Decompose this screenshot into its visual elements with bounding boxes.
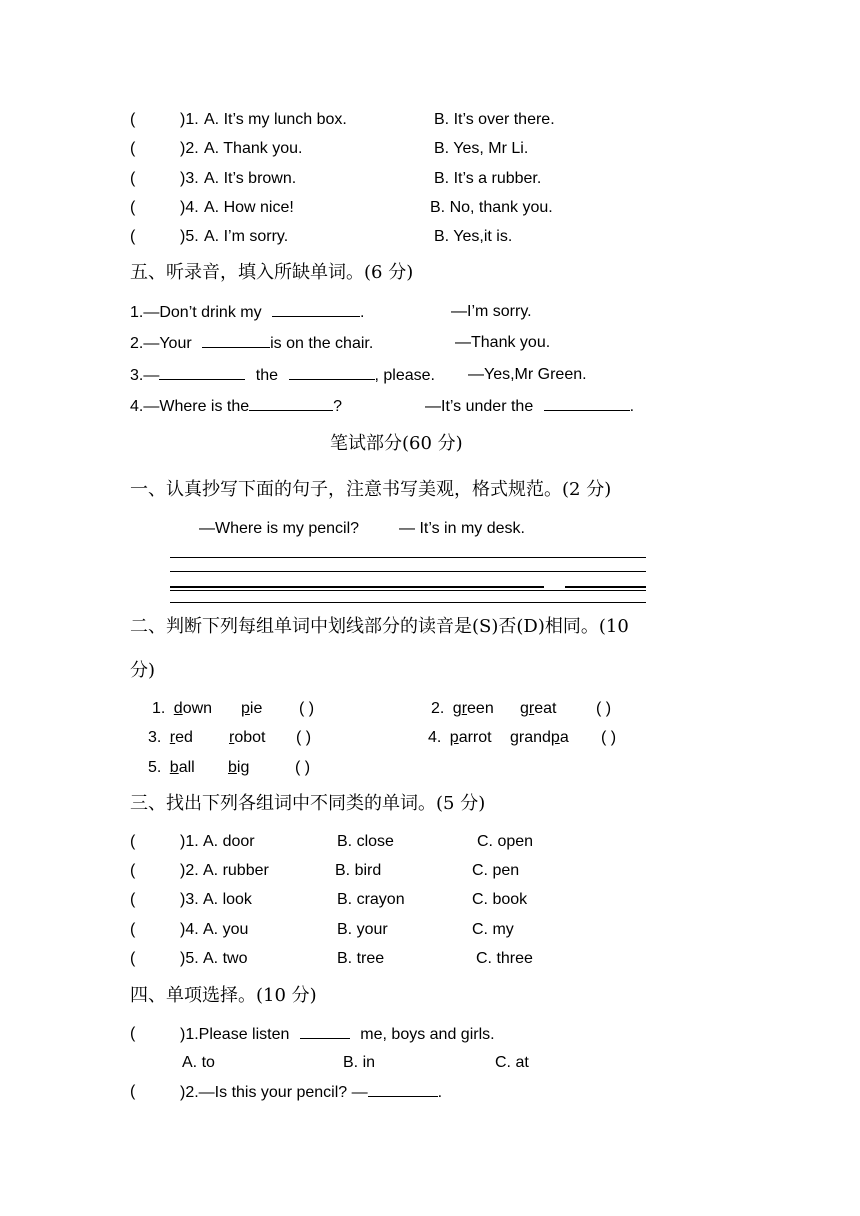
option-c: C. my — [472, 921, 514, 938]
copy-sentence-answer: — It’s in my desk. — [399, 520, 525, 537]
question-number: )5. — [180, 228, 199, 245]
phonics-item-4 — [428, 728, 492, 748]
option-b: B. It’s over there. — [434, 111, 555, 128]
section-1-title: 一、认真抄写下面的句子，注意书写美观，格式规范。(2 分) — [130, 479, 612, 500]
word: green — [452, 700, 494, 717]
reply-text: —Thank you. — [455, 334, 551, 351]
word: great — [520, 700, 557, 717]
writing-line — [170, 571, 646, 572]
answer-paren: ( — [130, 891, 136, 908]
word: robot — [229, 729, 266, 746]
section-5-title: 五、听录音，填入所缺单词。(6 分) — [130, 262, 414, 283]
option-b: B. your — [337, 921, 388, 938]
question-text: me, boys and girls. — [360, 1026, 495, 1043]
word: red — [169, 729, 193, 746]
option-a: A. two — [203, 950, 248, 967]
word: pie — [241, 700, 263, 717]
choice-question-2 — [180, 1082, 442, 1103]
writing-line — [170, 590, 646, 591]
word: down — [173, 700, 213, 717]
question-text: . — [360, 304, 365, 321]
option-a: A. rubber — [203, 862, 269, 879]
option-b: B. bird — [335, 862, 382, 879]
option-b: B. No, thank you. — [430, 199, 553, 216]
option-c: C. book — [472, 891, 528, 908]
option-a: A. you — [203, 921, 249, 938]
reply-text: —I’m sorry. — [451, 303, 532, 320]
copy-sentence-question: —Where is my pencil? — [199, 520, 360, 537]
answer-paren: ( — [130, 140, 136, 157]
reply-text: . — [629, 398, 635, 415]
question-text: 4.—Where is the — [130, 398, 250, 415]
section-3-title: 三、找出下列各组词中不同类的单词。(5 分) — [130, 793, 486, 814]
answer-blank[interactable] — [300, 1024, 350, 1039]
answer-paren: ( — [130, 833, 136, 850]
question-number: )1. — [180, 833, 199, 850]
answer-paren: ( — [130, 1025, 136, 1042]
answer-paren: ( — [130, 228, 136, 245]
question-text: the — [255, 367, 279, 384]
question-number: )1. — [180, 111, 199, 128]
choice-question-1 — [180, 1024, 495, 1045]
answer-paren: ( — [130, 921, 136, 938]
question-text: . — [437, 1084, 443, 1101]
question-text: ? — [333, 398, 343, 415]
item-number: 3. — [148, 729, 162, 746]
answer-paren: ( — [130, 170, 136, 187]
fill-question-2 — [130, 333, 373, 354]
option-c: C. open — [477, 833, 534, 850]
writing-line — [170, 602, 646, 603]
answer-blank[interactable] — [249, 396, 333, 411]
answer-blank[interactable] — [368, 1082, 438, 1097]
answer-paren: ( — [130, 862, 136, 879]
word: parrot — [449, 729, 492, 746]
question-text: 3.— — [130, 367, 160, 384]
answer-blank[interactable] — [544, 396, 630, 411]
fill-question-4 — [130, 396, 342, 417]
question-number: )3. — [180, 170, 199, 187]
fill-question-3 — [130, 365, 435, 386]
question-text: )1.Please listen — [180, 1026, 290, 1043]
answer-paren[interactable]: ( ) — [299, 700, 315, 717]
option-a: A. to — [182, 1054, 215, 1071]
item-number: 5. — [148, 759, 162, 776]
word: big — [228, 759, 250, 776]
answer-paren[interactable]: ( ) — [295, 759, 311, 776]
answer-paren[interactable]: ( ) — [596, 700, 612, 717]
reply-text — [425, 396, 634, 417]
item-number: 4. — [428, 729, 442, 746]
option-c: C. three — [476, 950, 533, 967]
section-4-title: 四、单项选择。(10 分) — [130, 985, 317, 1006]
option-a: A. Thank you. — [204, 140, 303, 157]
fill-question-1 — [130, 302, 365, 323]
answer-blank[interactable] — [272, 302, 360, 317]
section-2-title-cont: 分) — [130, 660, 156, 681]
reply-text: —Yes,Mr Green. — [468, 366, 587, 383]
writing-line — [170, 586, 544, 588]
answer-paren: ( — [130, 1083, 136, 1100]
option-b: B. Yes, Mr Li. — [434, 140, 529, 157]
option-a: A. It’s brown. — [204, 170, 297, 187]
question-text: 2.—Your — [130, 335, 192, 352]
phonics-item-2 — [431, 699, 494, 719]
phonics-item-1 — [152, 699, 212, 719]
option-a: A. I’m sorry. — [204, 228, 289, 245]
option-b: B. tree — [337, 950, 385, 967]
question-text: 1.—Don’t drink my — [130, 304, 262, 321]
phonics-item-5 — [148, 758, 195, 778]
section-2-title: 二、判断下列每组单词中划线部分的读音是(S)否(D)相同。(10 — [130, 616, 629, 637]
answer-paren: ( — [130, 199, 136, 216]
answer-paren: ( — [130, 950, 136, 967]
answer-blank[interactable] — [289, 365, 375, 380]
question-number: )3. — [180, 891, 199, 908]
option-a: A. It’s my lunch box. — [204, 111, 347, 128]
option-b: B. Yes,it is. — [434, 228, 513, 245]
option-b: B. in — [343, 1054, 376, 1071]
item-number: 1. — [152, 700, 166, 717]
option-b: B. close — [337, 833, 394, 850]
word: ball — [169, 759, 195, 776]
written-part-title: 笔试部分(60 分) — [330, 433, 463, 454]
question-text: )2.—Is this your pencil? — — [180, 1084, 368, 1101]
question-number: )4. — [180, 199, 199, 216]
writing-line — [565, 586, 646, 588]
writing-line — [170, 557, 646, 558]
question-number: )2. — [180, 140, 199, 157]
question-number: )4. — [180, 921, 199, 938]
answer-paren[interactable]: ( ) — [601, 729, 617, 746]
option-c: C. at — [495, 1054, 529, 1071]
answer-blank[interactable] — [202, 333, 270, 348]
word: grandpa — [510, 729, 569, 746]
option-c: C. pen — [472, 862, 520, 879]
option-a: A. look — [203, 891, 252, 908]
option-b: B. crayon — [337, 891, 405, 908]
question-number: )2. — [180, 862, 199, 879]
question-text: is on the chair. — [270, 335, 374, 352]
question-text: , please. — [374, 367, 435, 384]
item-number: 2. — [431, 700, 445, 717]
phonics-item-3 — [148, 728, 193, 748]
answer-blank[interactable] — [159, 365, 245, 380]
question-number: )5. — [180, 950, 199, 967]
option-a: A. How nice! — [204, 199, 294, 216]
answer-paren[interactable]: ( ) — [296, 729, 312, 746]
option-b: B. It’s a rubber. — [434, 170, 542, 187]
option-a: A. door — [203, 833, 255, 850]
reply-text: —It’s under the — [425, 398, 534, 415]
answer-paren: ( — [130, 111, 136, 128]
